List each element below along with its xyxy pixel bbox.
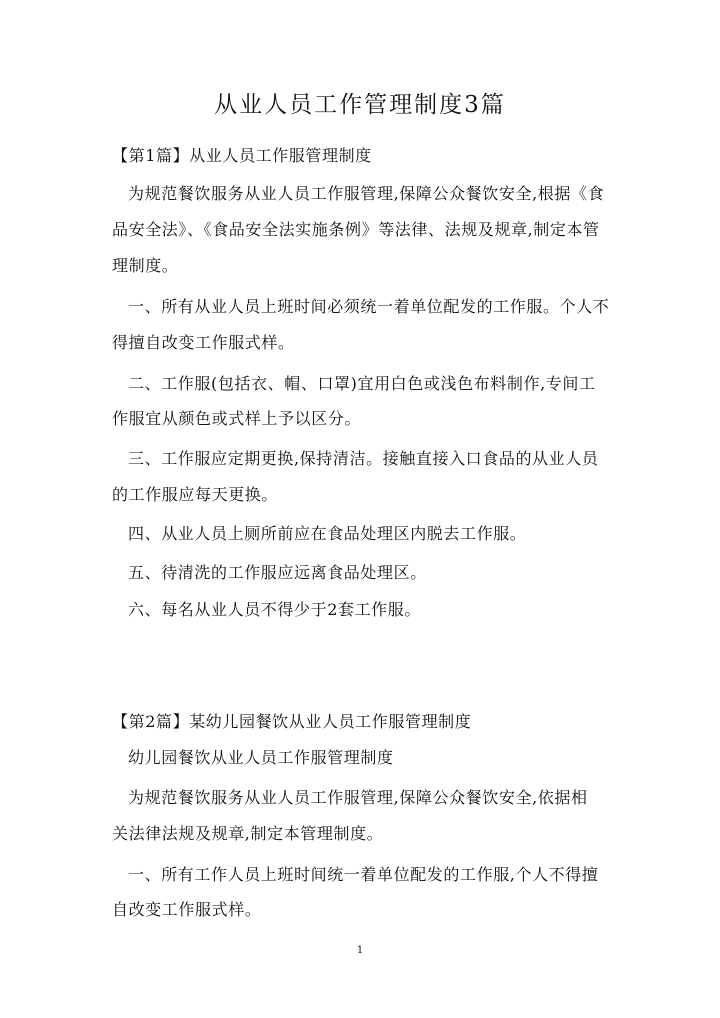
section-1-item-6: 六、每名从业人员不得少于2套工作服。 [128,600,421,619]
document-title: 从业人员工作管理制度3篇 [214,92,506,118]
section-2-item-1-line-1: 一、所有工作人员上班时间统一着单位配发的工作服,个人不得擅 [128,865,599,884]
section-2-intro-line-1: 为规范餐饮服务从业人员工作服管理,保障公众餐饮安全,依据相 [128,788,588,807]
section-1-item-3-line-2: 的工作服应每天更换。 [112,485,279,504]
section-1-item-2-line-2: 作服宜从颜色或式样上予以区分。 [112,409,362,428]
page-number: 1 [356,945,364,956]
section-2-subtitle: 幼儿园餐饮从业人员工作服管理制度 [128,748,394,767]
section-1-item-5: 五、待清洗的工作服应远离食品处理区。 [128,563,427,582]
section-1-intro-line-1: 为规范餐饮服务从业人员工作服管理,保障公众餐饮安全,根据《食 [128,184,605,203]
section-2-item-1-line-2: 自改变工作服式样。 [112,900,262,919]
section-1-intro-line-3: 理制度。 [112,256,179,275]
section-2-heading: 【第2篇】某幼儿园餐饮从业人员工作服管理制度 [112,712,472,731]
section-1-heading: 【第1篇】从业人员工作服管理制度 [112,146,372,165]
section-1-item-3-line-1: 三、工作服应定期更换,保持清洁。接触直接入口食品的从业人员 [128,449,599,468]
section-1-item-4: 四、从业人员上厕所前应在食品处理区内脱去工作服。 [128,524,527,543]
section-1-intro-line-2: 品安全法》、《食品安全法实施条例》等法律、法规及规章,制定本管 [112,220,600,239]
section-1-item-1-line-2: 得擅自改变工作服式样。 [112,333,295,352]
section-1-item-2-line-1: 二、工作服(包括衣、帽、口罩)宜用白色或浅色布料制作,专间工 [128,374,596,393]
section-2-intro-line-2: 关法律法规及规章,制定本管理制度。 [112,824,384,843]
section-1-item-1-line-1: 一、所有从业人员上班时间必须统一着单位配发的工作服。个人不 [128,297,610,316]
